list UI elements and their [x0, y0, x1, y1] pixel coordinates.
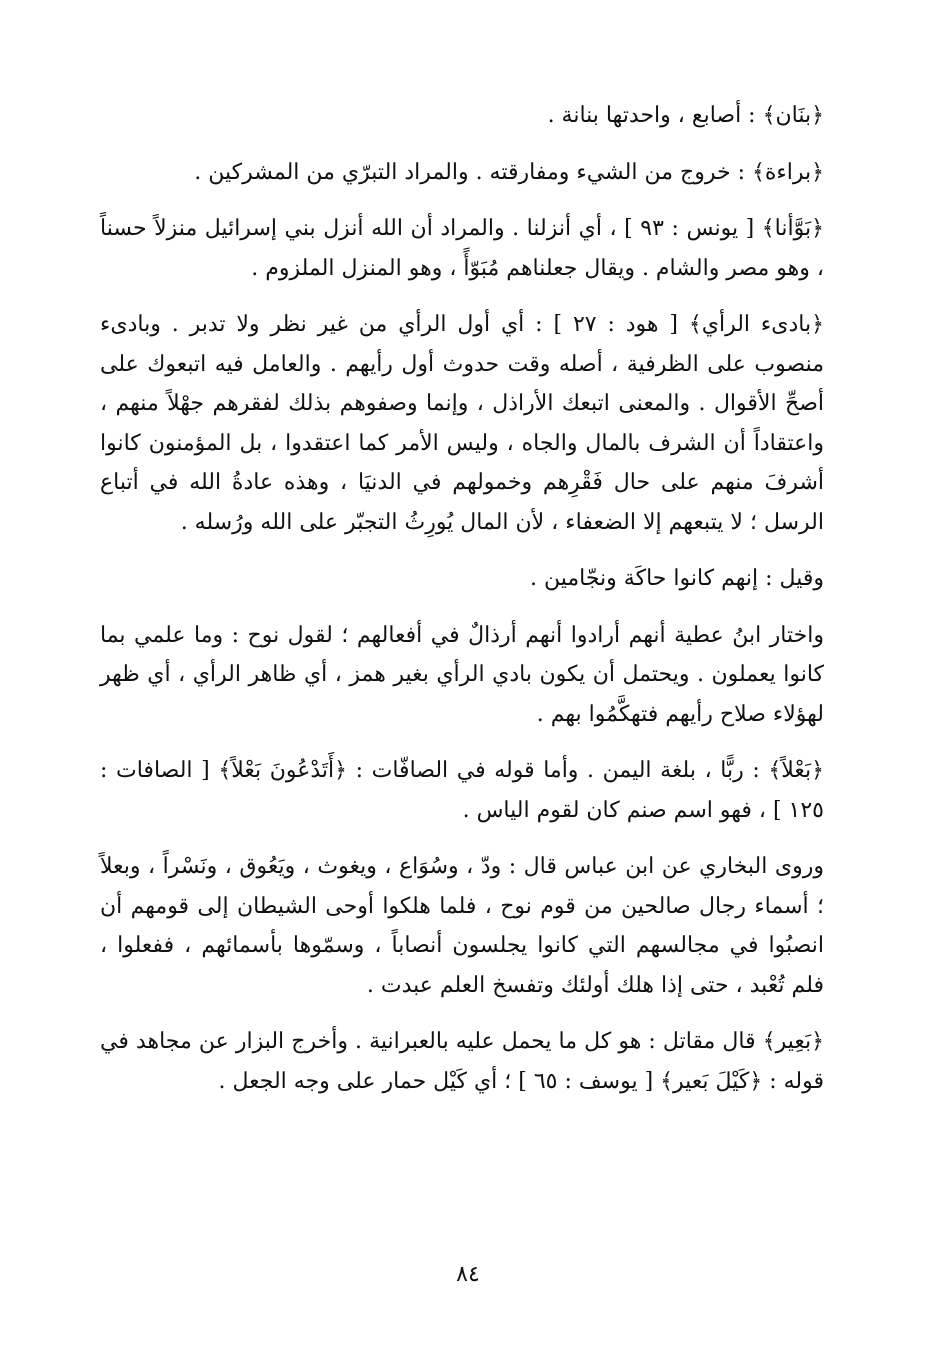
entry-bunan: ﴿بنَان﴾ : أصابع ، واحدتها بنانة . [547, 103, 824, 128]
entry-bawwana: ﴿بَوَّأنا﴾ [ يونس : ٩٣ ] ، أي أنزلنا . والمراد أن الله أنزل بني إسرائيل منزلاً حسناً ، وهو مصر والشام . ويقال جعلناهم مُبَوّأً ، وهو المنزل الملزوم . [100, 216, 824, 281]
entry-bair: ﴿بَعِير﴾ قال مقاتل : هو كل ما يحمل عليه بالعبرانية . وأخرج البزار عن مجاهد في قوله : ﴿كَيْلَ بَعير﴾ [ يوسف : ٦٥ ] ؛ أي كَيْل حمار على وجه الجعل . [100, 1029, 824, 1094]
entry-baraa: ﴿براءة﴾ : خروج من الشيء ومفارقته . والمراد التبرّي من المشركين . [194, 159, 824, 185]
entry-bukhari: وروى البخاري عن ابن عباس قال : ودّ ، وسُوَاع ، ويغوث ، ويَعُوق ، ونَسْراً ، وبعلاً ؛ أسماء رجال صالحين من قوم نوح ، فلما هلكوا أوحى الشيطان إلى قومهم أن انصبُوا في مجالسهم التي كانوا يجلسون أنصاباً ، وسمّوها بأسمائهم ، ففعلوا ، فلم تُعْبد ، حتى إذا هلك أولئك وتفسخ العلم عبدت . [100, 854, 824, 998]
entry-badi-alray: ﴿بادىء الرأي﴾ [ هود : ٢٧ ] : أي أول الرأي من غير نظر ولا تدبر . وبادىء منصوب على الظرفية ، أصله وقت حدوث أول رأيهم . والعامل فيه اتبعوك على أصحِّ الأقوال . والمعنى اتبعك الأراذل ، وإنما وصفوهم بذلك لفقرهم جهْلاً منهم ، واعتقاداً أن الشرف بالمال والجاه ، وليس الأمر كما اعتقدوا ، بل المؤمنون كانوا أشرفَ منهم على حال فَقْرِهم وخمولهم في الدنيَا ، وهذه عادةُ الله في أتباع الرسل ؛ لا يتبعهم إلا الضعفاء ، لأن المال يُورِثُ التجبّر على الله ورُسله . [100, 312, 824, 535]
page-number: ٨٤ [456, 1262, 480, 1287]
entry-qila: وقيل : إنهم كانوا حاكَة ونجّامين . [530, 566, 824, 591]
document-body [100, 96, 824, 1118]
entry-bala: ﴿بَعْلاً﴾ : ربًّا ، بلغة اليمن . وأما قوله في الصافّات : ﴿أَتَدْعُونَ بَعْلاً﴾ [ الصافات : ١٢٥ ] ، فهو اسم صنم كان لقوم الياس . [100, 758, 824, 823]
entry-ibn-atiyya: واختار ابنُ عطية أنهم أرادوا أنهم أرذالٌ في أفعالهم ؛ لقول نوح : وما علمي بما كانوا يعملون . ويحتمل أن يكون بادي الرأي بغير همز ، أي ظاهر الرأي ، أي ظهر لهؤلاء صلاح رأيهم فتهكَّمُوا بهم . [100, 622, 824, 727]
